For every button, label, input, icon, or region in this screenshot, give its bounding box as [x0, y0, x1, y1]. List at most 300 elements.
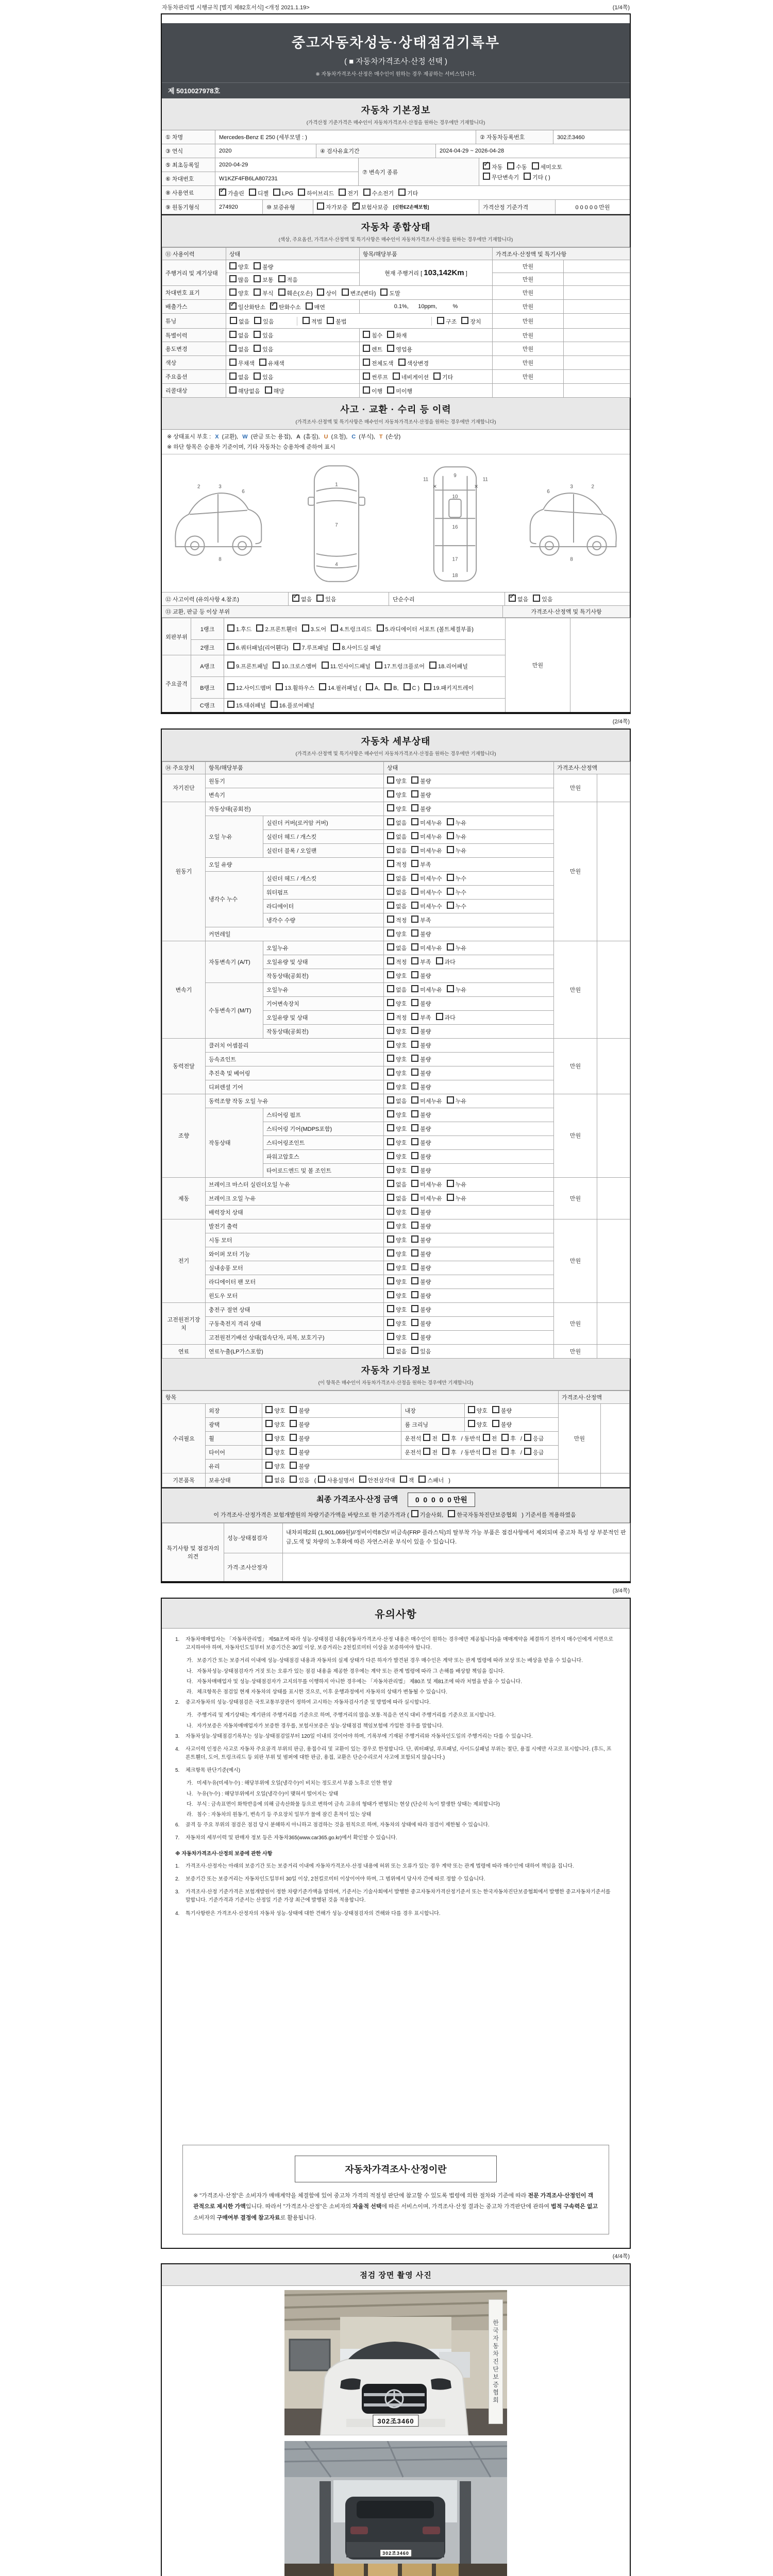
checkbox-option[interactable]: 불량: [411, 1208, 431, 1216]
checkbox-option[interactable]: 적법: [303, 317, 322, 326]
checkbox-option[interactable]: 누유: [447, 1096, 466, 1105]
checkbox-option[interactable]: 누유: [447, 943, 466, 952]
checkbox-icon[interactable]: [302, 624, 309, 632]
checkbox-option[interactable]: 미세누유: [411, 1096, 442, 1105]
checkbox-icon[interactable]: [254, 262, 261, 269]
checkbox-option[interactable]: 없음: [387, 902, 407, 910]
checkbox-icon[interactable]: [227, 701, 234, 708]
checkbox-option[interactable]: 한국자동차진단보증협회: [448, 1510, 517, 1519]
checkbox-option[interactable]: 양호: [387, 1208, 407, 1216]
checkbox-option[interactable]: 불량: [492, 1406, 512, 1415]
checkbox-icon[interactable]: [229, 386, 237, 394]
checkbox-option[interactable]: 양호: [387, 1333, 407, 1342]
checkbox-option[interactable]: 없음: [387, 818, 407, 827]
checkbox-icon[interactable]: [278, 289, 285, 296]
checkbox-icon[interactable]: [387, 1124, 394, 1131]
checkbox-option[interactable]: 누유: [447, 832, 466, 841]
checkbox-icon[interactable]: [316, 595, 324, 602]
checkbox-option[interactable]: 7.루프패널: [293, 643, 329, 652]
checkbox-icon[interactable]: [447, 1180, 454, 1187]
checkbox-option[interactable]: 해당: [265, 386, 284, 395]
checkbox-option[interactable]: 기술사회,: [411, 1510, 444, 1519]
checkbox-icon[interactable]: [411, 1291, 418, 1298]
checkbox-icon[interactable]: [249, 189, 256, 196]
checkbox-icon[interactable]: [265, 386, 272, 394]
checkbox-option[interactable]: 양호: [265, 1406, 285, 1415]
checkbox-option[interactable]: 렌트: [363, 345, 382, 353]
checkbox-option[interactable]: 불량: [290, 1434, 309, 1443]
checkbox-icon[interactable]: [387, 818, 394, 825]
checkbox-option[interactable]: 누수: [447, 902, 466, 910]
checkbox-option[interactable]: 불량: [411, 804, 431, 813]
checkbox-icon[interactable]: [219, 189, 226, 196]
checkbox-icon[interactable]: [468, 1406, 475, 1413]
checkbox-option[interactable]: 양호: [387, 1235, 407, 1244]
checkbox-option[interactable]: 6.쿼터패널(리어휀다): [227, 643, 289, 652]
checkbox-icon[interactable]: [229, 289, 237, 296]
checkbox-option[interactable]: 있음: [411, 1347, 431, 1355]
checkbox-icon[interactable]: [387, 1096, 394, 1104]
checkbox-icon[interactable]: [259, 359, 266, 366]
checkbox-option[interactable]: 없음: [229, 372, 249, 381]
checkbox-option[interactable]: 불량: [290, 1448, 309, 1456]
checkbox-icon[interactable]: [363, 372, 370, 380]
checkbox-option[interactable]: 양호: [229, 289, 249, 297]
checkbox-option[interactable]: 불량: [411, 1235, 431, 1244]
checkbox-icon[interactable]: [352, 202, 360, 210]
checkbox-icon[interactable]: [411, 1235, 418, 1243]
checkbox-icon[interactable]: [442, 1434, 449, 1441]
checkbox-icon[interactable]: [411, 985, 418, 992]
checkbox-icon[interactable]: [387, 916, 394, 923]
checkbox-option[interactable]: 미이행: [387, 386, 412, 395]
checkbox-icon[interactable]: [319, 683, 326, 690]
checkbox-option[interactable]: 9.프론트패널: [227, 662, 268, 670]
checkbox-icon[interactable]: [377, 624, 384, 632]
checkbox-icon[interactable]: [230, 317, 237, 324]
checkbox-option[interactable]: 자가보증: [317, 202, 348, 211]
checkbox-option[interactable]: 적정: [387, 860, 407, 869]
checkbox-option[interactable]: 3.도어: [302, 624, 326, 633]
checkbox-icon[interactable]: [265, 1476, 273, 1483]
checkbox-option[interactable]: 후: [442, 1434, 457, 1443]
checkbox-icon[interactable]: [483, 162, 490, 170]
checkbox-option[interactable]: 누유: [447, 1194, 466, 1202]
checkbox-icon[interactable]: [290, 1462, 297, 1469]
checkbox-icon[interactable]: [448, 1510, 455, 1517]
checkbox-option[interactable]: 누유: [447, 818, 466, 827]
checkbox-icon[interactable]: [229, 372, 237, 380]
checkbox-icon[interactable]: [387, 1319, 394, 1326]
checkbox-icon[interactable]: [387, 790, 394, 798]
checkbox-icon[interactable]: [387, 846, 394, 853]
checkbox-option[interactable]: 15.대쉬패널: [227, 701, 266, 709]
checkbox-option[interactable]: 전: [423, 1434, 438, 1443]
checkbox-option[interactable]: 양호: [387, 1263, 407, 1272]
checkbox-icon[interactable]: [411, 860, 418, 867]
checkbox-option[interactable]: 2.프론트휀더: [256, 624, 297, 633]
checkbox-option[interactable]: 후: [501, 1448, 516, 1456]
checkbox-option[interactable]: 미세누유: [411, 1180, 442, 1189]
checkbox-icon[interactable]: [387, 1263, 394, 1270]
checkbox-icon[interactable]: [398, 359, 406, 366]
checkbox-icon[interactable]: [423, 1434, 430, 1441]
checkbox-icon[interactable]: [501, 1448, 509, 1455]
checkbox-option[interactable]: 양호: [387, 1069, 407, 1077]
checkbox-option[interactable]: 부식: [254, 289, 273, 297]
checkbox-icon[interactable]: [411, 999, 418, 1006]
checkbox-option[interactable]: 불량: [411, 1333, 431, 1342]
checkbox-icon[interactable]: [387, 957, 394, 964]
checkbox-icon[interactable]: [411, 1138, 418, 1145]
checkbox-option[interactable]: 무단변속기: [483, 173, 519, 181]
checkbox-icon[interactable]: [524, 1434, 531, 1441]
checkbox-icon[interactable]: [265, 1462, 273, 1469]
checkbox-icon[interactable]: [387, 1027, 394, 1034]
checkbox-icon[interactable]: [273, 189, 280, 196]
checkbox-option[interactable]: 미세누수: [411, 874, 442, 883]
checkbox-icon[interactable]: [387, 1138, 394, 1145]
checkbox-icon[interactable]: [411, 902, 418, 909]
checkbox-option[interactable]: 18.리어패널: [429, 662, 468, 670]
checkbox-icon[interactable]: [411, 874, 418, 881]
checkbox-icon[interactable]: [411, 888, 418, 895]
checkbox-option[interactable]: ✓ 보험사보증: [352, 202, 389, 211]
checkbox-option[interactable]: 없음: [387, 874, 407, 883]
checkbox-option[interactable]: 10.크로스멤버: [273, 662, 316, 670]
checkbox-option[interactable]: 불량: [411, 1152, 431, 1161]
checkbox-option[interactable]: 양호: [387, 1152, 407, 1161]
checkbox-option[interactable]: 적정: [387, 957, 407, 966]
checkbox-option[interactable]: 매연: [306, 302, 325, 311]
checkbox-icon[interactable]: [483, 1434, 490, 1441]
checkbox-option[interactable]: 불량: [411, 1305, 431, 1314]
checkbox-option[interactable]: 있음: [254, 317, 274, 326]
checkbox-icon[interactable]: [387, 1277, 394, 1284]
checkbox-icon[interactable]: [387, 386, 394, 394]
checkbox-option[interactable]: 불량: [411, 1110, 431, 1119]
checkbox-option[interactable]: 불량: [411, 1291, 431, 1300]
checkbox-icon[interactable]: [229, 359, 237, 366]
checkbox-option[interactable]: 적정: [387, 916, 407, 924]
checkbox-option[interactable]: 없음: [387, 1096, 407, 1105]
checkbox-icon[interactable]: [265, 1406, 273, 1413]
checkbox-icon[interactable]: [333, 643, 340, 650]
checkbox-icon[interactable]: [293, 643, 300, 650]
checkbox-option[interactable]: 양호: [265, 1448, 285, 1456]
checkbox-icon[interactable]: [533, 595, 540, 602]
checkbox-option[interactable]: 17.트렁크플로어: [375, 662, 425, 670]
checkbox-icon[interactable]: [229, 345, 237, 352]
checkbox-icon[interactable]: [411, 804, 418, 811]
checkbox-option[interactable]: 없음: [387, 985, 407, 994]
checkbox-icon[interactable]: [411, 1180, 418, 1187]
checkbox-option[interactable]: 불량: [290, 1420, 309, 1429]
checkbox-option[interactable]: 누유: [447, 1180, 466, 1189]
checkbox-icon[interactable]: [387, 985, 394, 992]
checkbox-option[interactable]: 양호: [387, 1305, 407, 1314]
checkbox-option[interactable]: 불량: [254, 262, 273, 271]
checkbox-icon[interactable]: [387, 888, 394, 895]
checkbox-icon[interactable]: [318, 1476, 325, 1483]
checkbox-icon[interactable]: [229, 331, 237, 338]
checkbox-option[interactable]: 누유: [447, 846, 466, 855]
checkbox-icon[interactable]: [411, 846, 418, 853]
checkbox-option[interactable]: 미세누수: [411, 902, 442, 910]
checkbox-option[interactable]: 없음: [265, 1476, 285, 1484]
checkbox-option[interactable]: 불량: [411, 1263, 431, 1272]
checkbox-icon[interactable]: [411, 776, 418, 784]
checkbox-option[interactable]: 안전삼각대: [359, 1476, 395, 1484]
checkbox-option[interactable]: 구조: [437, 317, 457, 326]
checkbox-icon[interactable]: [447, 1194, 454, 1201]
checkbox-option[interactable]: 불량: [411, 1027, 431, 1036]
checkbox-option[interactable]: 적정: [387, 1013, 407, 1022]
checkbox-icon[interactable]: [298, 189, 305, 196]
checkbox-option[interactable]: 불량: [411, 1222, 431, 1230]
checkbox-option[interactable]: 불량: [411, 1041, 431, 1049]
checkbox-icon[interactable]: [387, 1055, 394, 1062]
checkbox-icon[interactable]: [254, 345, 261, 352]
checkbox-option[interactable]: 적음: [278, 275, 298, 284]
checkbox-option[interactable]: 없음: [387, 832, 407, 841]
checkbox-icon[interactable]: [411, 1027, 418, 1034]
checkbox-icon[interactable]: [411, 1333, 418, 1340]
checkbox-option[interactable]: 사용설명서: [318, 1476, 354, 1484]
checkbox-icon[interactable]: [501, 1434, 509, 1441]
checkbox-option[interactable]: 장치: [461, 317, 481, 326]
checkbox-icon[interactable]: [387, 1208, 394, 1215]
checkbox-icon[interactable]: [387, 971, 394, 978]
checkbox-icon[interactable]: [387, 1152, 394, 1159]
checkbox-option[interactable]: 변조(변타): [342, 289, 376, 297]
checkbox-icon[interactable]: [411, 943, 418, 951]
checkbox-option[interactable]: 세미오토: [532, 162, 563, 171]
checkbox-icon[interactable]: [424, 683, 431, 690]
checkbox-option[interactable]: 미세누유: [411, 985, 442, 994]
checkbox-icon[interactable]: [509, 595, 516, 602]
checkbox-option[interactable]: 11.인사이드패널: [322, 662, 371, 670]
checkbox-icon[interactable]: [227, 624, 234, 632]
checkbox-icon[interactable]: [447, 943, 454, 951]
checkbox-icon[interactable]: [271, 701, 278, 708]
checkbox-option[interactable]: ✓ 가솔린: [219, 189, 244, 197]
checkbox-option[interactable]: 있음: [254, 345, 273, 353]
checkbox-icon[interactable]: [492, 1420, 499, 1427]
checkbox-icon[interactable]: [387, 1249, 394, 1257]
checkbox-option[interactable]: 미세누수: [411, 888, 442, 896]
checkbox-icon[interactable]: [265, 1420, 273, 1427]
checkbox-option[interactable]: 응급: [524, 1434, 544, 1443]
checkbox-option[interactable]: B,: [384, 683, 398, 691]
checkbox-option[interactable]: 불량: [290, 1462, 309, 1470]
checkbox-icon[interactable]: [317, 289, 324, 296]
checkbox-icon[interactable]: [429, 662, 436, 669]
checkbox-option[interactable]: 미세누유: [411, 1194, 442, 1202]
checkbox-icon[interactable]: [411, 971, 418, 978]
checkbox-option[interactable]: 보통: [254, 275, 273, 284]
checkbox-icon[interactable]: [387, 345, 394, 352]
checkbox-option[interactable]: 양호: [387, 1277, 407, 1286]
checkbox-icon[interactable]: [411, 1055, 418, 1062]
checkbox-option[interactable]: 화재: [387, 331, 407, 340]
checkbox-icon[interactable]: [265, 1448, 273, 1455]
checkbox-option[interactable]: 13.휠하우스: [276, 683, 314, 692]
checkbox-icon[interactable]: [411, 1166, 418, 1173]
checkbox-icon[interactable]: [254, 372, 261, 380]
checkbox-icon[interactable]: [380, 289, 388, 296]
checkbox-option[interactable]: 미세누유: [411, 846, 442, 855]
checkbox-icon[interactable]: [447, 832, 454, 839]
checkbox-icon[interactable]: [254, 289, 261, 296]
checkbox-option[interactable]: 이행: [363, 386, 382, 395]
checkbox-icon[interactable]: [387, 1347, 394, 1354]
checkbox-option[interactable]: 양호: [229, 262, 249, 271]
checkbox-option[interactable]: 과다: [436, 957, 456, 966]
checkbox-option[interactable]: 불법: [327, 317, 346, 326]
checkbox-option[interactable]: 있음: [533, 595, 552, 603]
checkbox-option[interactable]: 불량: [411, 1166, 431, 1175]
checkbox-icon[interactable]: [411, 1124, 418, 1131]
checkbox-option[interactable]: 디젤: [249, 189, 268, 197]
checkbox-option[interactable]: 기타 ( ): [524, 173, 550, 181]
checkbox-option[interactable]: 없음: [230, 317, 249, 326]
checkbox-option[interactable]: 부족: [411, 957, 431, 966]
checkbox-option[interactable]: 있음: [254, 331, 273, 340]
checkbox-option[interactable]: 없음: [387, 1180, 407, 1189]
checkbox-option[interactable]: 후: [501, 1434, 516, 1443]
checkbox-option[interactable]: 전: [483, 1434, 497, 1443]
checkbox-icon[interactable]: [423, 1448, 430, 1455]
checkbox-option[interactable]: 양호: [468, 1420, 488, 1429]
checkbox-icon[interactable]: [359, 1476, 366, 1483]
checkbox-option[interactable]: 네비게이션: [393, 372, 429, 381]
checkbox-option[interactable]: 기타: [398, 189, 418, 197]
checkbox-icon[interactable]: [387, 1069, 394, 1076]
checkbox-icon[interactable]: [387, 331, 394, 338]
checkbox-icon[interactable]: [290, 1434, 297, 1441]
checkbox-icon[interactable]: [433, 372, 441, 380]
checkbox-option[interactable]: 양호: [387, 971, 407, 980]
checkbox-icon[interactable]: [393, 372, 400, 380]
checkbox-option[interactable]: 수소전기: [363, 189, 394, 197]
checkbox-icon[interactable]: [387, 860, 394, 867]
checkbox-icon[interactable]: [411, 1069, 418, 1076]
checkbox-option[interactable]: 많음: [229, 275, 249, 284]
checkbox-icon[interactable]: [524, 1448, 531, 1455]
checkbox-option[interactable]: 불량: [411, 1055, 431, 1063]
checkbox-icon[interactable]: [229, 262, 237, 269]
checkbox-icon[interactable]: [387, 943, 394, 951]
checkbox-option[interactable]: 응급: [524, 1448, 544, 1456]
checkbox-option[interactable]: 없음: [387, 1194, 407, 1202]
checkbox-option[interactable]: 하이브리드: [298, 189, 334, 197]
checkbox-icon[interactable]: [265, 1434, 273, 1441]
checkbox-icon[interactable]: [447, 1096, 454, 1104]
checkbox-icon[interactable]: [278, 275, 285, 282]
checkbox-option[interactable]: 침수: [363, 331, 382, 340]
checkbox-option[interactable]: ✓자동: [483, 162, 502, 171]
checkbox-icon[interactable]: [254, 331, 261, 338]
checkbox-icon[interactable]: [384, 683, 392, 690]
checkbox-icon[interactable]: [227, 683, 234, 690]
checkbox-icon[interactable]: [411, 1263, 418, 1270]
checkbox-option[interactable]: C ): [404, 683, 420, 691]
checkbox-icon[interactable]: [363, 345, 370, 352]
checkbox-icon[interactable]: [363, 359, 370, 366]
checkbox-icon[interactable]: [290, 1406, 297, 1413]
checkbox-option[interactable]: 전기: [339, 189, 358, 197]
checkbox-icon[interactable]: [411, 916, 418, 923]
checkbox-icon[interactable]: [387, 1333, 394, 1340]
checkbox-icon[interactable]: [411, 1305, 418, 1312]
checkbox-option[interactable]: ✓ 없음: [292, 595, 312, 603]
checkbox-icon[interactable]: [411, 1347, 418, 1354]
checkbox-icon[interactable]: [507, 162, 514, 170]
checkbox-option[interactable]: ✓ 일산화탄소: [229, 302, 265, 311]
checkbox-icon[interactable]: [524, 173, 531, 180]
checkbox-option[interactable]: 훼손(오손): [278, 289, 313, 297]
checkbox-icon[interactable]: [447, 818, 454, 825]
checkbox-icon[interactable]: [254, 275, 261, 282]
checkbox-option[interactable]: 전: [483, 1448, 497, 1456]
checkbox-icon[interactable]: [492, 1406, 499, 1413]
checkbox-option[interactable]: 없음: [387, 1347, 407, 1355]
checkbox-icon[interactable]: [387, 999, 394, 1006]
checkbox-icon[interactable]: [387, 1222, 394, 1229]
checkbox-option[interactable]: ✓ 없음: [509, 595, 528, 603]
checkbox-icon[interactable]: [411, 818, 418, 825]
checkbox-icon[interactable]: [483, 1448, 490, 1455]
checkbox-option[interactable]: 있음: [254, 372, 273, 381]
checkbox-option[interactable]: 불량: [492, 1420, 512, 1429]
checkbox-icon[interactable]: [290, 1420, 297, 1427]
checkbox-icon[interactable]: [387, 1235, 394, 1243]
checkbox-icon[interactable]: [303, 317, 310, 324]
checkbox-icon[interactable]: [398, 189, 406, 196]
checkbox-option[interactable]: 전: [423, 1448, 438, 1456]
checkbox-icon[interactable]: [327, 317, 334, 324]
checkbox-option[interactable]: 누유: [447, 985, 466, 994]
checkbox-icon[interactable]: [411, 790, 418, 798]
checkbox-icon[interactable]: [331, 624, 338, 632]
checkbox-icon[interactable]: [411, 1208, 418, 1215]
checkbox-option[interactable]: 4.트렁크리드: [331, 624, 372, 633]
checkbox-option[interactable]: 해당없음: [229, 386, 260, 395]
checkbox-icon[interactable]: [339, 189, 346, 196]
checkbox-option[interactable]: 양호: [387, 1249, 407, 1258]
checkbox-option[interactable]: 불량: [411, 999, 431, 1008]
checkbox-option[interactable]: 양호: [387, 804, 407, 813]
checkbox-option[interactable]: 양호: [387, 790, 407, 799]
checkbox-icon[interactable]: [468, 1420, 475, 1427]
checkbox-icon[interactable]: [447, 902, 454, 909]
checkbox-option[interactable]: 부족: [411, 1013, 431, 1022]
checkbox-option[interactable]: 양호: [265, 1462, 285, 1470]
checkbox-option[interactable]: 수동: [507, 162, 527, 171]
checkbox-option[interactable]: 후: [442, 1448, 457, 1456]
checkbox-option[interactable]: 누수: [447, 874, 466, 883]
checkbox-option[interactable]: 불량: [411, 971, 431, 980]
checkbox-icon[interactable]: [411, 1096, 418, 1104]
checkbox-option[interactable]: 양호: [265, 1420, 285, 1429]
checkbox-option[interactable]: 불량: [411, 929, 431, 938]
checkbox-icon[interactable]: [442, 1448, 449, 1455]
checkbox-option[interactable]: 19.패키지트레이: [424, 683, 474, 692]
checkbox-icon[interactable]: [256, 624, 263, 632]
checkbox-icon[interactable]: [229, 275, 237, 282]
checkbox-icon[interactable]: [387, 804, 394, 811]
